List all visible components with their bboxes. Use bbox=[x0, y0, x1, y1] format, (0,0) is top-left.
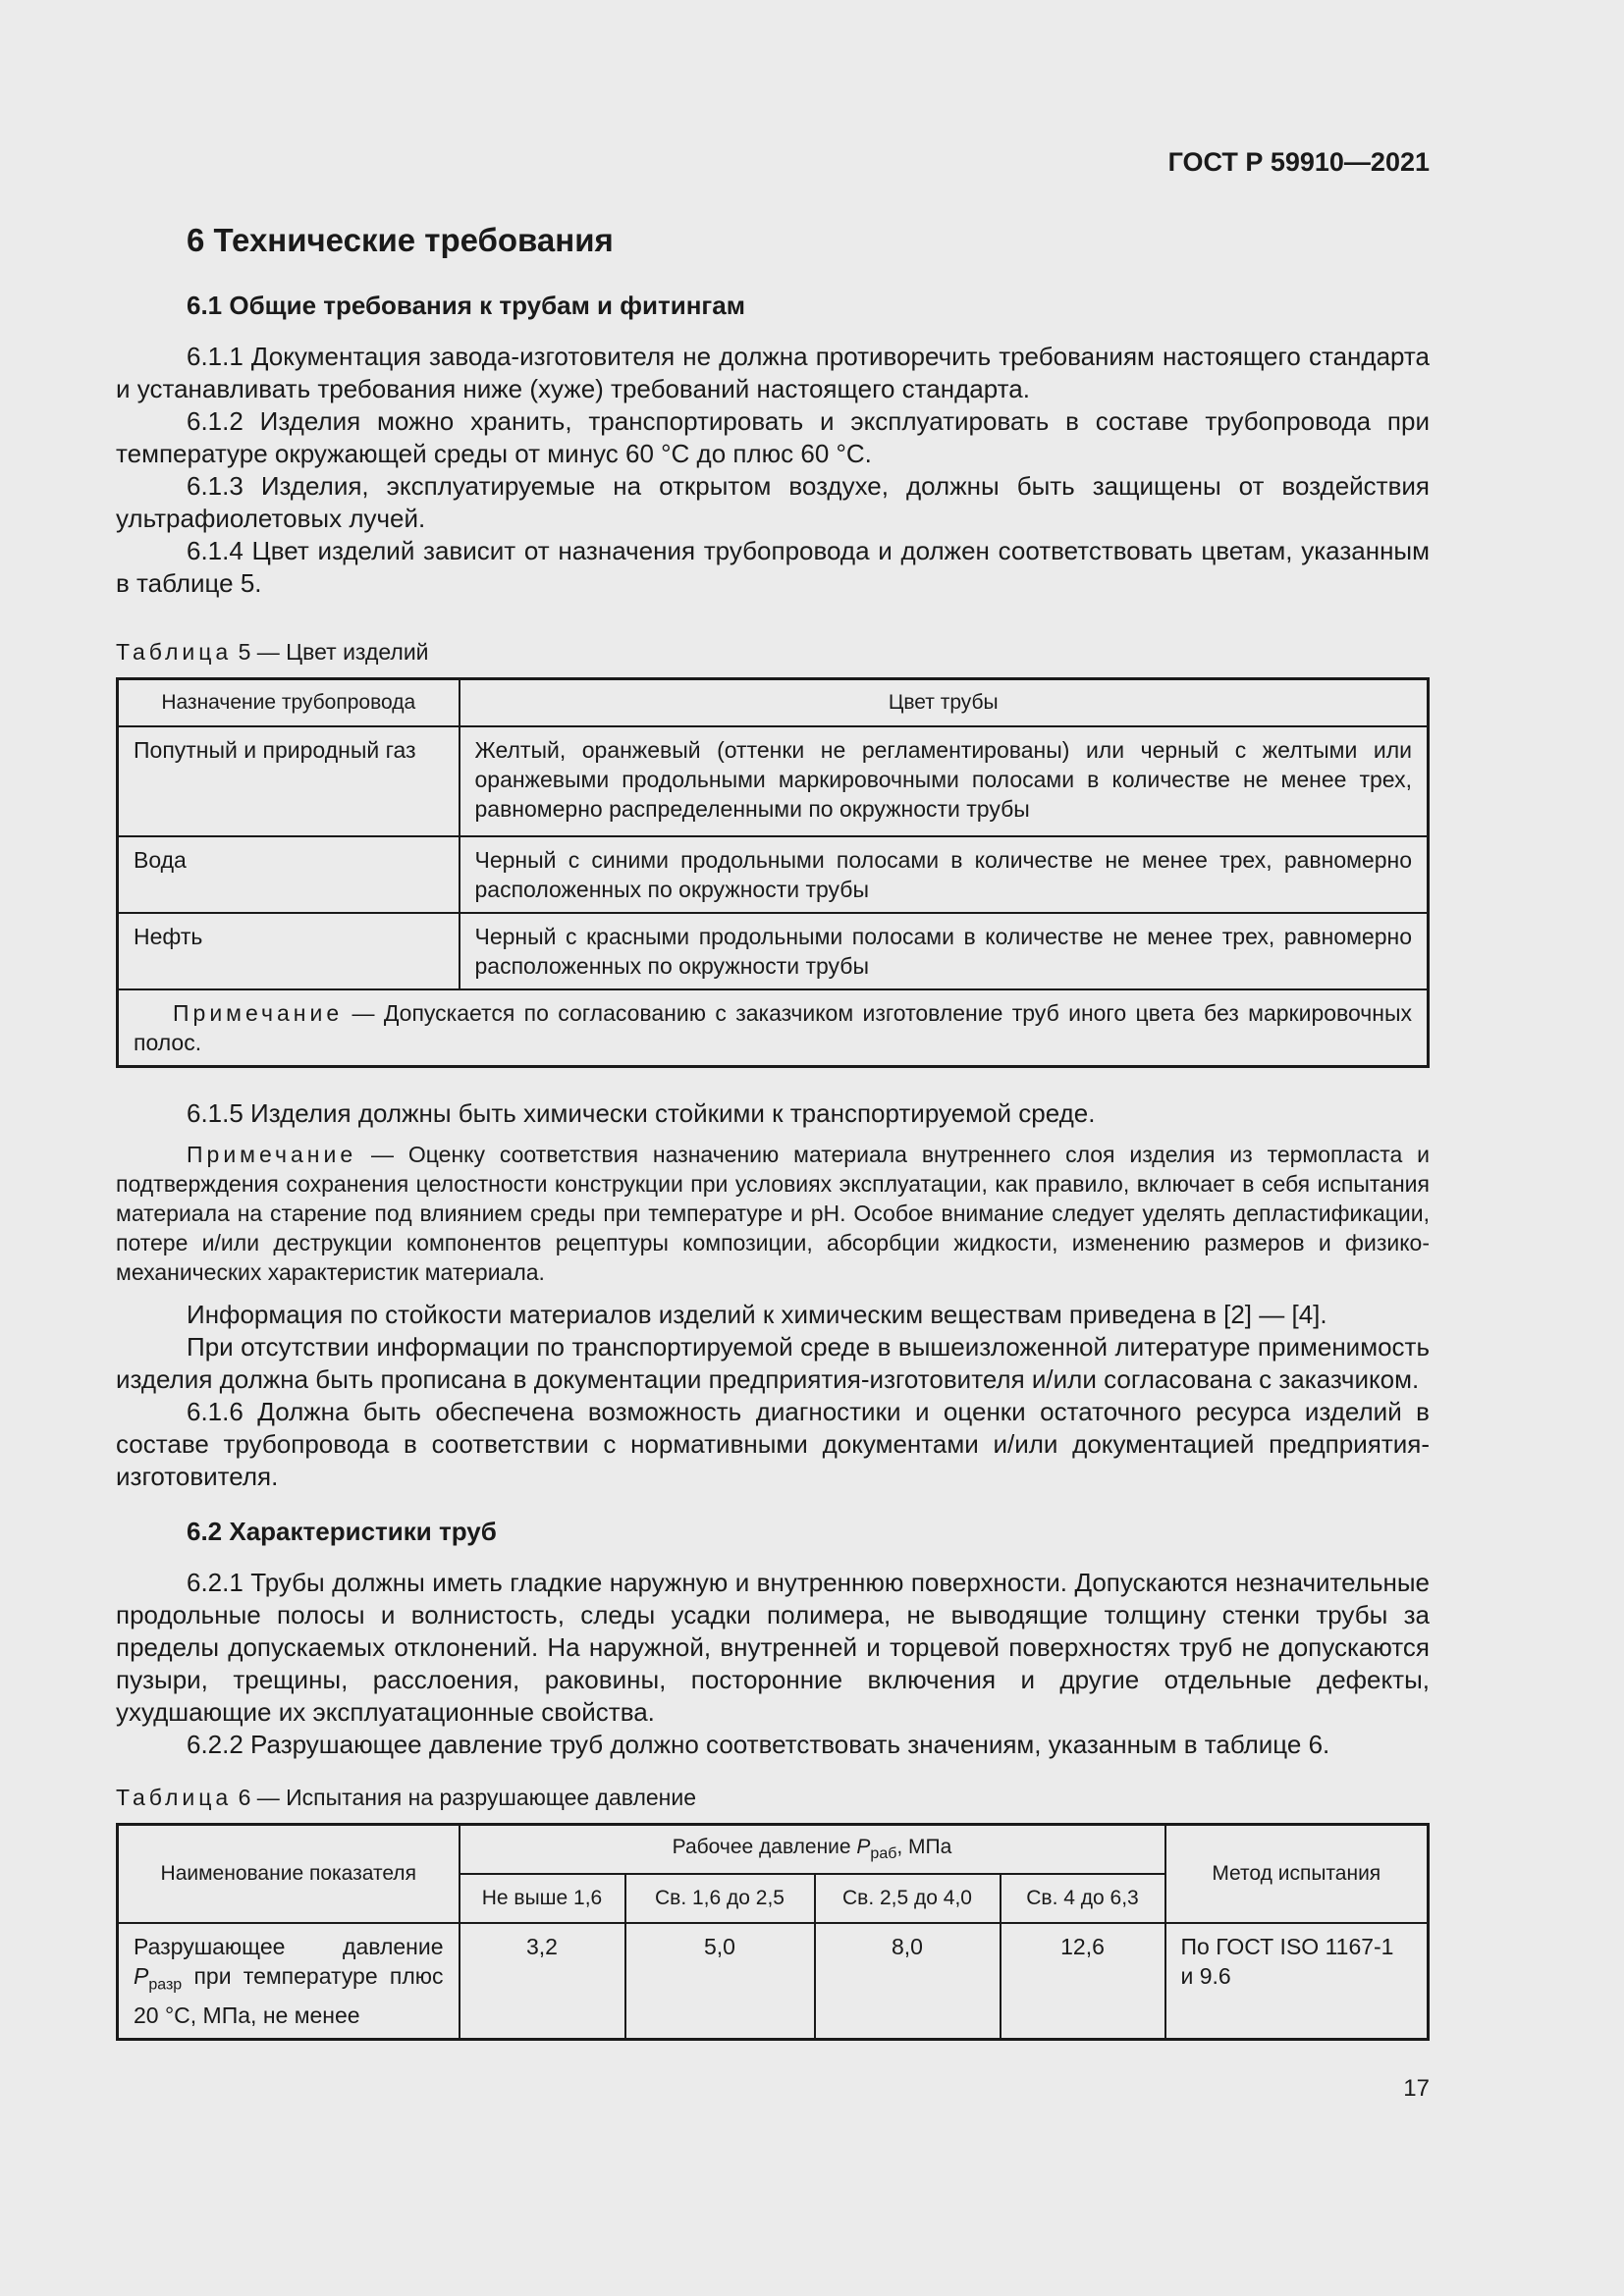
paragraph-6-1-6: 6.1.6 Должна быть обеспечена возможность диагностики и оценки остаточного ресурса изделий в составе трубопровода в соответствии с нормативными документами и/или документацией предприятия-изготовителя. bbox=[116, 1397, 1430, 1491]
section-title: 6 Технические требования bbox=[187, 222, 614, 258]
table6-header-method: Метод испытания bbox=[1165, 1825, 1429, 1924]
paragraph-6-1-3: 6.1.3 Изделия, эксплуатируемые на открытом воздухе, должны быть защищены от воздействия ультрафиолетовых лучей. bbox=[116, 471, 1430, 533]
pressure-unit: , МПа bbox=[896, 1835, 952, 1858]
table5-header-color: Цвет трубы bbox=[460, 679, 1429, 727]
note-6-1-5 bbox=[116, 1140, 1430, 1287]
table6-caption-word: Таблица bbox=[116, 1785, 233, 1810]
subsection-6-2-title: 6.2 Характеристики труб bbox=[187, 1517, 497, 1546]
row-name-rest: при температуре плюс 20 °С, МПа, не менее bbox=[134, 1963, 444, 2028]
paragraph-6-1-2: 6.1.2 Изделия можно хранить, транспортировать и эксплуатировать в составе трубопровода при температуре окружающей среды от минус 60 °С до плюс 60 °С. bbox=[116, 406, 1430, 468]
table5-note-row bbox=[118, 989, 1429, 1067]
paragraph-6-1-4: 6.1.4 Цвет изделий зависит от назначения трубопровода и должен соответствовать цветам, указанным в таблице 5. bbox=[116, 536, 1430, 598]
table6-range: Не выше 1,6 bbox=[460, 1874, 625, 1923]
table-row bbox=[118, 836, 1429, 913]
table5-caption bbox=[116, 639, 1430, 666]
table6-value: 8,0 bbox=[815, 1923, 1001, 2039]
table6-header-pressure bbox=[460, 1825, 1165, 1875]
row-name-text: Разрушающее давление bbox=[134, 1934, 444, 1959]
row-name-subscript: разр bbox=[148, 1976, 183, 1994]
table5-cell-color: Желтый, оранжевый (оттенки не регламентированы) или черный с желтыми или оранжевыми продольными маркировочными полосами в количестве не менее трех, равномерно распределенными по окружности трубы bbox=[460, 726, 1429, 836]
table6-header-row bbox=[118, 1825, 1429, 1875]
paragraph-info: Информация по стойкости материалов изделий к химическим веществам приведена в [2] — [4]. bbox=[187, 1300, 1327, 1329]
paragraph-6-1-5: 6.1.5 Изделия должны быть химически стойкими к транспортируемой среде. bbox=[187, 1098, 1096, 1128]
table5-cell-color: Черный с синими продольными полосами в количестве не менее трех, равномерно расположенных по окружности трубы bbox=[460, 836, 1429, 913]
table6-row-name bbox=[118, 1923, 460, 2039]
page-content bbox=[116, 222, 1430, 2041]
table6-range: Св. 1,6 до 2,5 bbox=[625, 1874, 815, 1923]
table6-range: Св. 4 до 6,3 bbox=[1001, 1874, 1165, 1923]
paragraph-6-1-1: 6.1.1 Документация завода-изготовителя не должна противоречить требованиям настоящего стандарта и устанавливать требования ниже (хуже) требований настоящего стандарта. bbox=[116, 342, 1430, 403]
table5-caption-word: Таблица bbox=[116, 639, 233, 665]
table6-caption-text: 6 — Испытания на разрушающее давление bbox=[232, 1785, 697, 1810]
paragraph-6-2-1: 6.2.1 Трубы должны иметь гладкие наружную и внутреннюю поверхности. Допускаются незначительные продольные полосы и волнистость, следы усадки полимера, не выводящие толщину стенки трубы за пределы допускаемых отклонений. На наружной, внутренней и торцевой поверхностях труб не допускаются пузыри, трещины, расслоения, раковины, посторонние включения и другие отдельные дефекты, ухудшающие их эксплуатационные свойства. bbox=[116, 1568, 1430, 1727]
table5-cell-purpose: Попутный и природный газ bbox=[118, 726, 460, 836]
table6-value: 12,6 bbox=[1001, 1923, 1165, 2039]
table-row bbox=[118, 913, 1429, 989]
table6 bbox=[116, 1823, 1430, 2041]
table6-method: По ГОСТ ISO 1167-1 и 9.6 bbox=[1165, 1923, 1429, 2039]
row-name-symbol: P bbox=[134, 1963, 149, 1989]
table6-value: 3,2 bbox=[460, 1923, 625, 2039]
table-row bbox=[118, 726, 1429, 836]
table5-header-row bbox=[118, 679, 1429, 727]
note-text: — Оценку соответствия назначению материала внутреннего слоя изделия из термопласта и подтверждения сохранения целостности конструкции при условиях эксплуатации, как правило, включает в себя испытания материала на старение под влиянием среды при температуре и pH. Особое внимание следует уделять депластификации, потере и/или деструкции компонентов рецептуры композиции, абсорбции жидкости, изменению размеров и физико-механических характеристик материала. bbox=[116, 1142, 1430, 1285]
pressure-symbol: P bbox=[856, 1835, 871, 1858]
note-word: Примечание bbox=[187, 1142, 357, 1167]
table6-range: Св. 2,5 до 4,0 bbox=[815, 1874, 1001, 1923]
table5 bbox=[116, 677, 1430, 1068]
table5-header-purpose: Назначение трубопровода bbox=[118, 679, 460, 727]
table5-note bbox=[118, 989, 1429, 1067]
pressure-subscript: раб bbox=[870, 1845, 897, 1863]
table-row bbox=[118, 1923, 1429, 2039]
standard-code: ГОСТ Р 59910—2021 bbox=[1167, 147, 1430, 177]
paragraph-absent-info: При отсутствии информации по транспортируемой среде в вышеизложенной литературе применимость изделия должна быть прописана в документации предприятия-изготовителя и/или согласована с заказчиком. bbox=[116, 1332, 1430, 1394]
table5-cell-color: Черный с красными продольными полосами в количестве не менее трех, равномерно расположенных по окружности трубы bbox=[460, 913, 1429, 989]
table5-caption-text: 5 — Цвет изделий bbox=[232, 639, 429, 665]
page-number: 17 bbox=[1403, 2075, 1430, 2102]
paragraph-6-2-2: 6.2.2 Разрушающее давление труб должно соответствовать значениям, указанным в таблице 6. bbox=[187, 1730, 1330, 1759]
table5-cell-purpose: Нефть bbox=[118, 913, 460, 989]
table5-cell-purpose: Вода bbox=[118, 836, 460, 913]
subsection-6-1-title: 6.1 Общие требования к трубам и фитингам bbox=[187, 291, 745, 320]
table6-caption bbox=[116, 1785, 1430, 1811]
pressure-label: Рабочее давление bbox=[672, 1835, 857, 1858]
table6-header-name: Наименование показателя bbox=[118, 1825, 460, 1924]
table6-value: 5,0 bbox=[625, 1923, 815, 2039]
table5-note-word: Примечание bbox=[173, 1000, 344, 1026]
table5-note-text: — Допускается по согласованию с заказчиком изготовление труб иного цвета без маркировочных полос. bbox=[134, 1000, 1412, 1055]
